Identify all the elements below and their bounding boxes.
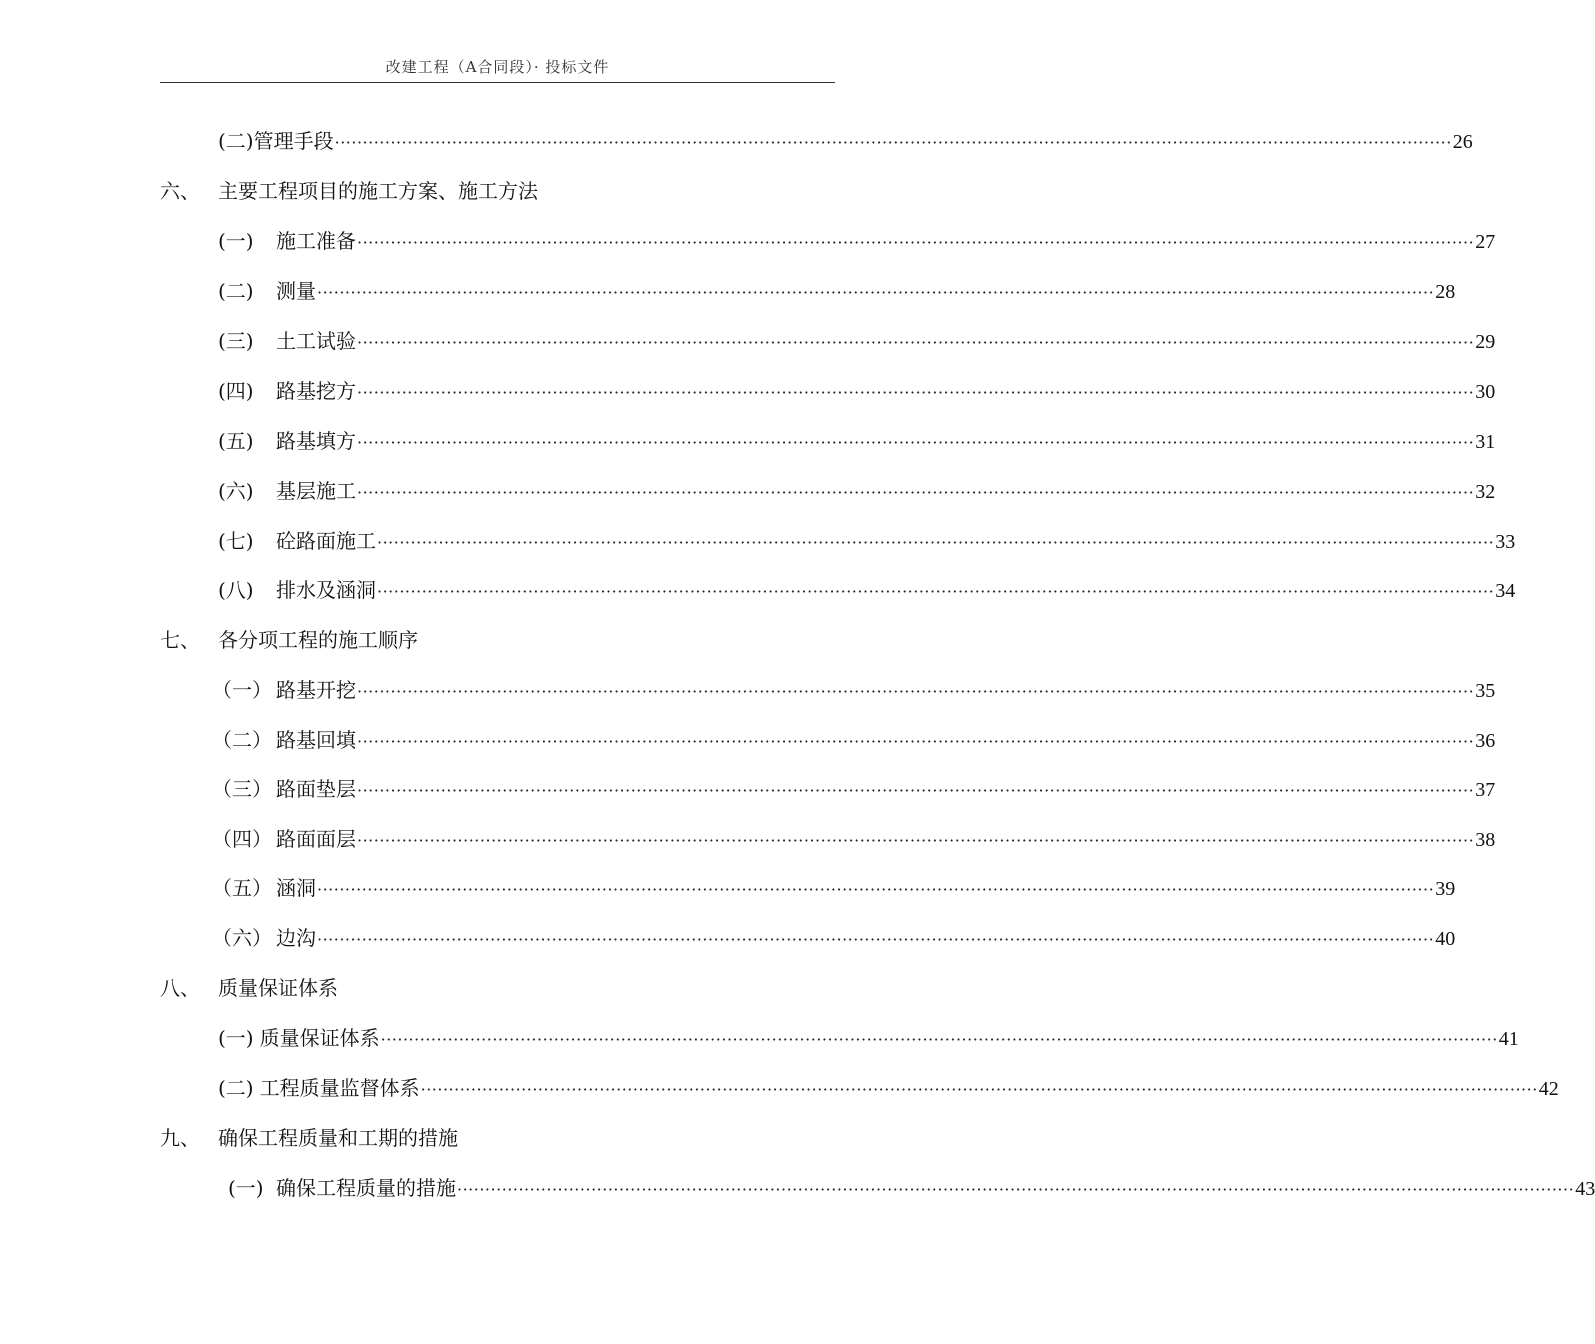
toc-entry[interactable] <box>218 525 1516 553</box>
toc-entry-title: 施工准备 <box>276 229 356 253</box>
toc-entry-number: （五） <box>212 876 272 900</box>
toc-entry-title: 测量 <box>276 279 316 303</box>
toc-entry-title: 边沟 <box>276 926 316 950</box>
toc-entry-number: （六） <box>212 926 272 950</box>
dot-leader: ········································································································································································································ <box>357 333 1475 352</box>
toc-entry-title: 砼路面施工 <box>276 529 376 553</box>
toc-entry[interactable] <box>218 425 1496 453</box>
toc-section-title: 各分项工程的施工顺序 <box>218 628 418 652</box>
header-rule <box>160 82 835 83</box>
toc-section-number: 八、 <box>160 976 200 1000</box>
dot-leader: ········································································································································································································ <box>420 1080 1538 1099</box>
toc-entry-number: (一) <box>218 1026 254 1050</box>
toc-entry[interactable] <box>218 1022 1519 1050</box>
toc-entry-page: 30 <box>1475 381 1496 403</box>
toc-entry-number: (一) <box>228 1176 264 1200</box>
toc-entry-number: (六) <box>218 479 254 503</box>
toc-entry-page: 40 <box>1435 928 1456 950</box>
toc-entry-title: 基层施工 <box>276 479 356 503</box>
toc-entry-title: 路面垫层 <box>276 777 356 801</box>
toc-entry-page: 28 <box>1435 281 1456 303</box>
toc-entry-title: 排水及涵洞 <box>276 578 376 602</box>
toc-section-number: 七、 <box>160 628 200 652</box>
toc-entry-title: 工程质量监督体系 <box>259 1076 420 1100</box>
toc-entry[interactable] <box>218 574 1516 602</box>
toc-entry-page: 29 <box>1475 331 1496 353</box>
toc-entry-title: 路基回填 <box>276 728 356 752</box>
toc-entry[interactable] <box>218 325 1496 353</box>
toc-entry-number: （三） <box>212 777 272 801</box>
toc-entry-number: (一) <box>218 229 254 253</box>
toc-entry[interactable] <box>218 1072 1559 1100</box>
toc-entry-title: 路基填方 <box>276 429 356 453</box>
toc-section-heading[interactable] <box>160 624 810 652</box>
toc-section-heading[interactable] <box>160 1122 810 1150</box>
toc-entry-title: 土工试验 <box>276 329 356 353</box>
toc-entry-number: (五) <box>218 429 254 453</box>
toc-entry[interactable] <box>212 823 1496 851</box>
toc-entry-title: 路基挖方 <box>276 379 356 403</box>
toc-entry-title: 路基开挖 <box>276 678 356 702</box>
toc-entry-title: 确保工程质量的措施 <box>276 1176 456 1200</box>
toc-entry-number: (二) <box>218 279 254 303</box>
toc-entry[interactable] <box>212 773 1496 801</box>
toc-section-heading[interactable] <box>160 175 810 203</box>
toc-entry-page: 32 <box>1475 481 1496 503</box>
toc-entry-title: 管理手段 <box>253 129 334 153</box>
toc-entry-number: (二) <box>218 129 254 153</box>
toc-section-number: 九、 <box>160 1126 200 1150</box>
toc-entry-number: (三) <box>218 329 254 353</box>
toc-entry[interactable] <box>212 724 1496 752</box>
dot-leader: ········································································································································································································ <box>357 233 1475 252</box>
toc-entry-page: 26 <box>1452 131 1473 153</box>
toc-entry-page: 31 <box>1475 431 1496 453</box>
dot-leader: ········································································································································································································ <box>457 1180 1575 1199</box>
toc-entry-page: 37 <box>1475 779 1496 801</box>
toc-entry[interactable] <box>218 125 1473 153</box>
toc-entry[interactable] <box>218 225 1496 253</box>
dot-leader: ········································································································································································································ <box>357 383 1475 402</box>
toc-entry-page: 43 <box>1575 1178 1595 1200</box>
toc-entry-page: 27 <box>1475 231 1496 253</box>
toc-entry-title: 质量保证体系 <box>259 1026 380 1050</box>
toc-entry-number: （一） <box>212 678 272 702</box>
toc-entry-number: (四) <box>218 379 254 403</box>
toc-entry-number: (二) <box>218 1076 254 1100</box>
toc-entry-page: 42 <box>1538 1078 1559 1100</box>
dot-leader: ········································································································································································································ <box>357 433 1475 452</box>
dot-leader: ········································································································································································································ <box>357 831 1475 850</box>
toc-entry-number: （二） <box>212 728 272 752</box>
toc-entry-page: 36 <box>1475 730 1496 752</box>
toc-section-title: 确保工程质量和工期的措施 <box>218 1126 458 1150</box>
toc-entry-title: 路面面层 <box>276 827 356 851</box>
toc-entry[interactable] <box>212 674 1496 702</box>
toc-entry[interactable] <box>218 275 1456 303</box>
dot-leader: ········································································································································································································ <box>357 781 1475 800</box>
toc-entry[interactable] <box>218 375 1496 403</box>
running-header: 改建工程（A合同段）· 投标文件 <box>385 58 610 76</box>
toc-section-heading[interactable] <box>160 972 810 1000</box>
toc-entry[interactable] <box>212 922 1456 950</box>
toc-entry-page: 38 <box>1475 829 1496 851</box>
toc-entry[interactable] <box>212 872 1456 900</box>
dot-leader: ········································································································································································································ <box>377 533 1495 552</box>
dot-leader: ········································································································································································································ <box>357 483 1475 502</box>
toc-entry-page: 34 <box>1495 580 1516 602</box>
toc-section-title: 质量保证体系 <box>218 976 338 1000</box>
dot-leader: ········································································································································································································ <box>334 133 1452 152</box>
toc-entry[interactable] <box>218 475 1496 503</box>
toc-section-title: 主要工程项目的施工方案、施工方法 <box>218 179 538 203</box>
dot-leader: ········································································································································································································ <box>317 880 1435 899</box>
toc-entry-title: 涵洞 <box>276 876 316 900</box>
toc-entry-number: （四） <box>212 827 272 851</box>
dot-leader: ········································································································································································································ <box>357 682 1475 701</box>
toc-entry[interactable] <box>228 1172 1595 1200</box>
toc-entry-page: 35 <box>1475 680 1496 702</box>
dot-leader: ········································································································································································································ <box>380 1030 1498 1049</box>
dot-leader: ········································································································································································································ <box>317 930 1435 949</box>
toc-entry-page: 39 <box>1435 878 1456 900</box>
toc-section-number: 六、 <box>160 179 200 203</box>
dot-leader: ········································································································································································································ <box>357 732 1475 751</box>
toc-entry-page: 41 <box>1498 1028 1519 1050</box>
dot-leader: ········································································································································································································ <box>377 582 1495 601</box>
toc-entry-number: (八) <box>218 578 254 602</box>
dot-leader: ········································································································································································································ <box>317 283 1435 302</box>
toc-entry-page: 33 <box>1495 531 1516 553</box>
toc-entry-number: (七) <box>218 529 254 553</box>
